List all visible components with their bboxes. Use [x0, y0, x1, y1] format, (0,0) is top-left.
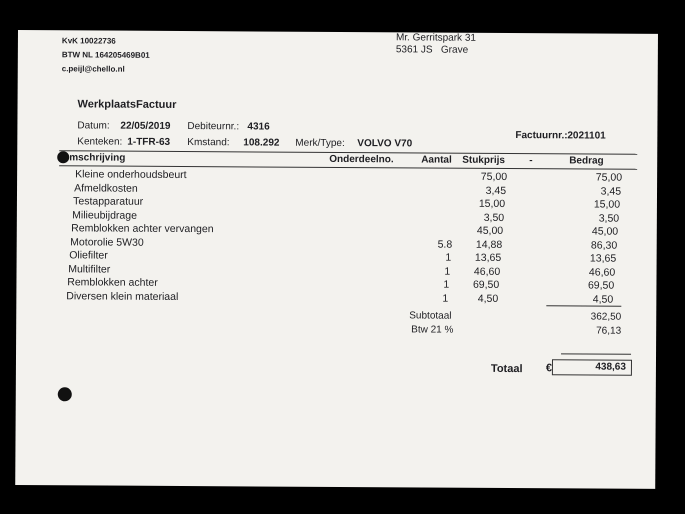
btw-value: 76,13	[596, 325, 622, 337]
totaal-value: 438,63	[595, 361, 626, 373]
kmstand-label: Kmstand:	[187, 137, 230, 149]
row-desc: Milieubijdrage	[72, 208, 138, 222]
row-desc: Motorolie 5W30	[70, 235, 144, 249]
total-rule	[561, 353, 631, 354]
row-stukprijs: 3,50	[483, 211, 505, 224]
merk-value: VOLVO V70	[357, 138, 413, 150]
subtotal-rule	[546, 305, 621, 306]
row-bedrag: 3,50	[598, 212, 620, 225]
address-street: Mr. Gerritspark 31	[395, 32, 477, 44]
row-aantal: 1	[445, 251, 452, 264]
punch-hole	[58, 387, 72, 401]
kenteken-value: 1-TFR-63	[127, 136, 171, 148]
debiteur-label: Debiteurnr.:	[187, 121, 240, 133]
col-omschrijving: mschrijving	[69, 152, 126, 164]
invoice-paper	[15, 30, 658, 489]
row-aantal: 1	[443, 278, 450, 291]
row-bedrag: 69,50	[587, 279, 615, 292]
row-stukprijs: 4,50	[477, 292, 499, 305]
datum-value: 22/05/2019	[120, 120, 171, 132]
row-stukprijs: 75,00	[480, 170, 508, 183]
col-stukprijs: Stukprijs	[462, 154, 506, 166]
row-bedrag: 75,00	[595, 171, 623, 184]
row-bedrag: 4,50	[592, 293, 614, 306]
kmstand-value: 108.292	[243, 137, 280, 149]
datum-label: Datum:	[77, 120, 110, 132]
company-email: c.peijl@chello.nl	[61, 64, 125, 74]
kenteken-label: Kenteken:	[77, 136, 123, 148]
col-aantal: Aantal	[421, 154, 452, 166]
row-stukprijs: 14,88	[475, 238, 503, 251]
row-stukprijs: 13,65	[474, 251, 502, 264]
totaal-label: Totaal	[490, 362, 523, 376]
factuurnr-value: 2021101	[567, 130, 606, 142]
row-desc: Afmeldkosten	[74, 181, 138, 195]
col-bedrag: Bedrag	[569, 155, 604, 167]
btw-number: BTW NL 164205469B01	[61, 50, 150, 60]
subtotaal-label: Subtotaal	[409, 310, 452, 322]
row-desc: Diversen klein materiaal	[66, 289, 179, 303]
row-stukprijs: 15,00	[478, 197, 506, 210]
row-bedrag: 15,00	[593, 198, 621, 211]
row-desc: Remblokken achter vervangen	[71, 222, 214, 236]
row-bedrag: 3,45	[600, 185, 622, 198]
row-stukprijs: 69,50	[472, 278, 500, 291]
row-bedrag: 86,30	[590, 239, 618, 252]
subtotaal-value: 362,50	[590, 311, 622, 323]
punch-hole-top	[57, 151, 69, 163]
row-bedrag: 13,65	[589, 252, 617, 265]
row-stukprijs: 46,60	[473, 265, 501, 278]
row-stukprijs: 3,45	[485, 184, 507, 197]
row-bedrag: 45,00	[591, 225, 619, 238]
row-desc: Kleine onderhoudsbeurt	[75, 168, 187, 182]
merk-label: Merk/Type:	[295, 137, 345, 149]
col-onderdeelno: Onderdeelno.	[329, 153, 394, 166]
row-stukprijs: 45,00	[476, 224, 504, 237]
invoice-title: WerkplaatsFactuur	[77, 98, 177, 111]
col-dash: -	[529, 155, 533, 167]
factuurnr-label: Factuurnr.:	[515, 130, 568, 142]
row-aantal: 5.8	[437, 238, 453, 251]
row-desc: Oliefilter	[69, 249, 108, 262]
kvk-number: KvK 10022736	[61, 36, 116, 46]
row-desc: Remblokken achter	[67, 276, 158, 289]
row-aantal: 1	[442, 292, 449, 305]
row-desc: Multifilter	[68, 262, 111, 276]
debiteur-value: 4316	[247, 121, 270, 133]
btw-label: Btw 21 %	[411, 324, 454, 336]
row-bedrag: 46,60	[588, 265, 616, 279]
address-city: 5361 JS Grave	[395, 44, 469, 56]
row-desc: Testapparatuur	[73, 195, 144, 208]
currency-symbol: €	[545, 362, 553, 375]
row-aantal: 1	[444, 265, 451, 278]
